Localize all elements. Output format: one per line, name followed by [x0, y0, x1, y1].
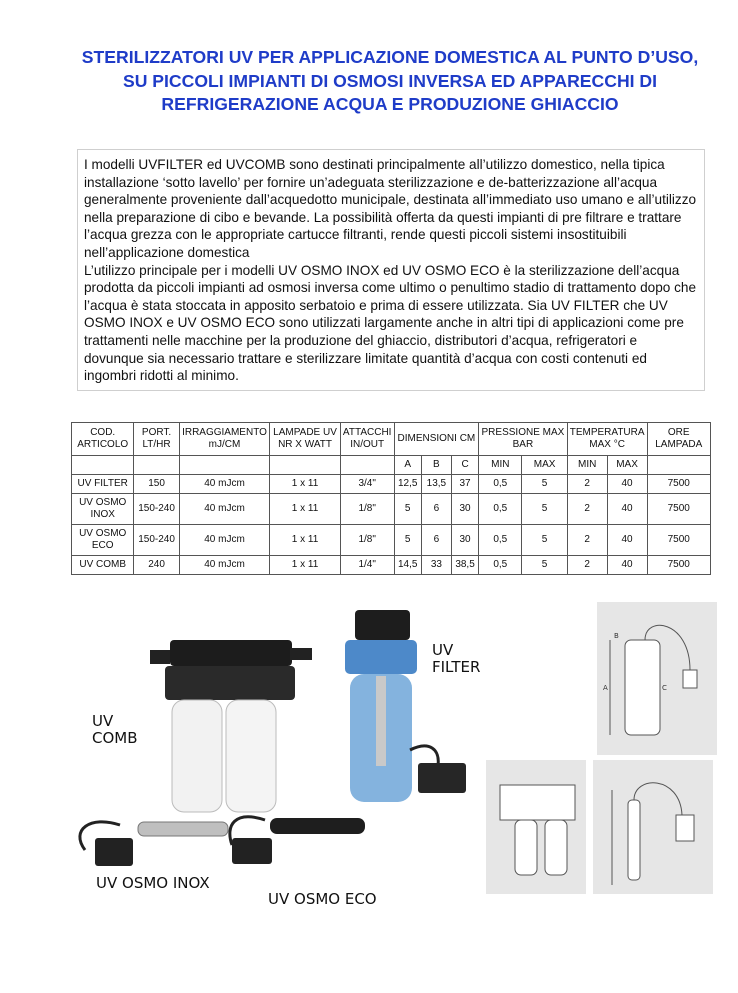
cell-port: 240 [134, 556, 179, 575]
product-illustration [0, 600, 738, 988]
header-lamp: LAMPADE UV NR X WATT [270, 423, 340, 456]
cell-port: 150 [134, 475, 179, 494]
header-irr: IRRAGGIAMENTO mJ/CM [179, 423, 270, 456]
cell-cod: UV OSMO INOX [72, 494, 134, 525]
header-port: PORT. LT/HR [134, 423, 179, 456]
cell-b: 6 [421, 525, 451, 556]
page-title: STERILIZZATORI UV PER APPLICAZIONE DOMESTICA AL PUNTO D’USO, SU PICCOLI IMPIANTI DI OSMOSI INVERSA ED APPARECCHI DI REFRIGERAZIONE ACQUA E PRODUZIONE GHIACCIO [81, 47, 699, 114]
cell-pmin: 0,5 [479, 494, 522, 525]
cell-c: 38,5 [451, 556, 478, 575]
cell-pmin: 0,5 [479, 556, 522, 575]
cell-c: 30 [451, 525, 478, 556]
cell-tmin: 2 [567, 556, 607, 575]
cell-a: 5 [394, 494, 421, 525]
cell-pmin: 0,5 [479, 475, 522, 494]
cell-pmax: 5 [522, 556, 567, 575]
cell-lamp: 1 x 11 [270, 556, 340, 575]
cell-irr: 40 mJcm [179, 556, 270, 575]
cell-pmax: 5 [522, 475, 567, 494]
subheader-pmax: MAX [522, 456, 567, 475]
subheader-c: C [451, 456, 478, 475]
subheader-tmin: MIN [567, 456, 607, 475]
cell-port: 150-240 [134, 494, 179, 525]
cell-pmin: 0,5 [479, 525, 522, 556]
subheader-a: A [394, 456, 421, 475]
cell-a: 5 [394, 525, 421, 556]
cell-b: 33 [421, 556, 451, 575]
cell-a: 12,5 [394, 475, 421, 494]
header-press: PRESSIONE MAX BAR [479, 423, 568, 456]
diagram-panel-uv-osmo [593, 760, 713, 894]
uv-filter-image [345, 610, 466, 802]
table-row [72, 556, 711, 575]
cell-lamp: 1 x 11 [270, 494, 340, 525]
header-att: ATTACCHI IN/OUT [340, 423, 394, 456]
header-ore: ORE LAMPADA [647, 423, 711, 456]
subheader-b: B [421, 456, 451, 475]
diagram-label-a: A [603, 684, 608, 692]
table-header-row [72, 423, 711, 456]
uv-osmo-inox-image [80, 822, 228, 866]
cell-a: 14,5 [394, 556, 421, 575]
cell-irr: 40 mJcm [179, 475, 270, 494]
header-temp: TEMPERATURA MAX °C [567, 423, 647, 456]
cell-irr: 40 mJcm [179, 494, 270, 525]
intro-paragraph-2: L’utilizzo principale per i modelli UV OSMO INOX ed UV OSMO ECO è la sterilizzazione dell’acqua prodotta da piccoli impianti ad osmosi inversa come ultimo o penultimo stadio di trattamento dopo che l’acqua è stata stoccata in apposito serbatoio e prima di essere utilizzata. Sia UV FILTER che UV OSMO INOX e UV OSMO ECO sono utilizzati largamente anche in altri tipi di applicazioni come pre trattamenti nelle macchine per la produzione del ghiaccio, distributori d’acqua, refrigeratori e dovunque sia necessario trattare e sterilizzare limitate quantità d’acqua con costi contenuti ed ingombri ridotti al minimo. [84, 262, 697, 384]
uv-osmo-eco-image [230, 817, 365, 864]
cell-tmax: 40 [607, 475, 647, 494]
label-uv-comb: UV COMB [92, 712, 138, 747]
cell-tmin: 2 [567, 475, 607, 494]
cell-irr: 40 mJcm [179, 525, 270, 556]
cell-tmin: 2 [567, 494, 607, 525]
cell-tmax: 40 [607, 494, 647, 525]
cell-att: 3/4" [340, 475, 394, 494]
diagram-label-c: C [662, 684, 667, 692]
label-uv-filter: UV FILTER [432, 641, 481, 676]
cell-cod: UV COMB [72, 556, 134, 575]
cell-lamp: 1 x 11 [270, 475, 340, 494]
label-uv-osmo-inox: UV OSMO INOX [96, 874, 210, 892]
cell-pmax: 5 [522, 494, 567, 525]
cell-att: 1/8" [340, 494, 394, 525]
cell-cod: UV OSMO ECO [72, 525, 134, 556]
cell-tmax: 40 [607, 525, 647, 556]
subheader-tmax: MAX [607, 456, 647, 475]
cell-att: 1/8" [340, 525, 394, 556]
table-row [72, 525, 711, 556]
label-uv-osmo-eco: UV OSMO ECO [268, 890, 377, 908]
cell-ore: 7500 [647, 525, 711, 556]
uv-comb-image [150, 640, 312, 812]
cell-ore: 7500 [647, 475, 711, 494]
subheader-pmin: MIN [479, 456, 522, 475]
cell-lamp: 1 x 11 [270, 525, 340, 556]
cell-cod: UV FILTER [72, 475, 134, 494]
cell-tmax: 40 [607, 556, 647, 575]
cell-ore: 7500 [647, 494, 711, 525]
cell-port: 150-240 [134, 525, 179, 556]
product-photos [0, 600, 738, 988]
diagram-label-b: B [614, 632, 619, 640]
intro-box [77, 149, 705, 391]
cell-pmax: 5 [522, 525, 567, 556]
table-subheader-row [72, 456, 711, 475]
cell-c: 30 [451, 494, 478, 525]
spec-table [71, 422, 711, 575]
intro-paragraph-1: I modelli UVFILTER ed UVCOMB sono destinati principalmente all’utilizzo domestico, nella tipica installazione ‘sotto lavello’ per fornire un’adeguata sterilizzazione e de-batterizzazione all’acqua generalmente proveniente dall’acquedotto municipale, destinata all’immediato uso umano e all’utilizzo nella preparazione di cibo e bevande. La possibilità offerta da questi impianti di pre filtrare e trattare l’acqua grezza con le appropriate cartucce filtranti, rende questi piccoli sistemi insostituibili nell’applicazione domestica [84, 157, 697, 260]
cell-tmin: 2 [567, 525, 607, 556]
cell-att: 1/4" [340, 556, 394, 575]
table-row [72, 494, 711, 525]
header-cod: COD. ARTICOLO [72, 423, 134, 456]
cell-b: 6 [421, 494, 451, 525]
cell-b: 13,5 [421, 475, 451, 494]
table-row [72, 475, 711, 494]
cell-ore: 7500 [647, 556, 711, 575]
cell-c: 37 [451, 475, 478, 494]
header-dim: DIMENSIONI CM [394, 423, 479, 456]
